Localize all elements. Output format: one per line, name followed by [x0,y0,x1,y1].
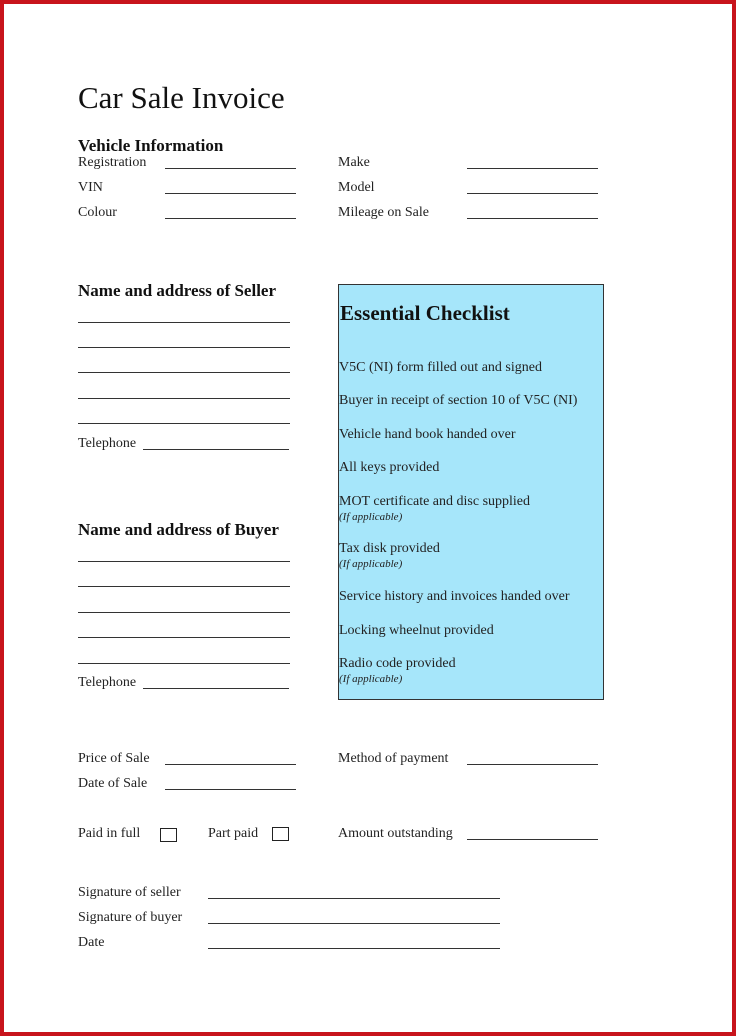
buyer-telephone-label: Telephone [78,675,137,690]
checklist-item-note: (If applicable) [339,673,403,685]
mileage-field[interactable] [467,218,598,219]
payment-method-field[interactable] [467,764,598,765]
make-field[interactable] [467,168,598,169]
colour-label: Colour [78,205,117,220]
vehicle-info-heading: Vehicle Information [78,136,224,155]
seller-telephone-label: Telephone [78,436,137,451]
seller-heading: Name and address of Seller [78,281,277,300]
checklist-item: Locking wheelnut provided [339,623,494,638]
seller-address-line[interactable] [78,372,290,373]
buyer-address-line[interactable] [78,586,290,587]
make-label: Make [338,155,370,170]
checklist-item-note: (If applicable) [339,511,403,523]
buyer-address-line[interactable] [78,637,290,638]
part-paid-checkbox[interactable] [272,827,289,841]
checklist-item: V5C (NI) form filled out and signed [339,360,542,375]
part-paid-label: Part paid [208,826,259,841]
model-label: Model [338,180,375,195]
vin-field[interactable] [165,193,296,194]
essential-checklist-box [338,284,604,700]
buyer-address-line[interactable] [78,561,290,562]
checklist-title: Essential Checklist [340,301,510,325]
buyer-address-line[interactable] [78,612,290,613]
amount-outstanding-label: Amount outstanding [338,826,453,841]
date-of-sale-field[interactable] [165,789,296,790]
seller-signature-field[interactable] [208,898,500,899]
page-title: Car Sale Invoice [78,80,285,115]
price-of-sale-label: Price of Sale [78,751,150,766]
seller-address-line[interactable] [78,423,290,424]
checklist-item: All keys provided [339,460,440,475]
seller-address-line[interactable] [78,347,290,348]
checklist-item: Service history and invoices handed over [339,589,570,604]
checklist-item-note: (If applicable) [339,558,403,570]
buyer-signature-label: Signature of buyer [78,910,183,925]
checklist-item: Radio code provided [339,656,456,671]
buyer-signature-field[interactable] [208,923,500,924]
checklist-item: Buyer in receipt of section 10 of V5C (NI) [339,393,578,408]
registration-label: Registration [78,155,147,170]
buyer-address-line[interactable] [78,663,290,664]
signature-date-label: Date [78,935,105,950]
buyer-heading: Name and address of Buyer [78,520,279,539]
checklist-item: Vehicle hand book handed over [339,427,516,442]
vin-label: VIN [78,180,103,195]
seller-telephone-field[interactable] [143,449,289,450]
signature-date-field[interactable] [208,948,500,949]
buyer-telephone-field[interactable] [143,688,289,689]
date-of-sale-label: Date of Sale [78,776,148,791]
amount-outstanding-field[interactable] [467,839,598,840]
colour-field[interactable] [165,218,296,219]
seller-address-line[interactable] [78,398,290,399]
payment-method-label: Method of payment [338,751,449,766]
paid-in-full-label: Paid in full [78,826,141,841]
paid-in-full-checkbox[interactable] [160,828,177,842]
seller-address-line[interactable] [78,322,290,323]
price-of-sale-field[interactable] [165,764,296,765]
mileage-label: Mileage on Sale [338,205,429,220]
seller-signature-label: Signature of seller [78,885,181,900]
checklist-item: Tax disk provided [339,541,440,556]
model-field[interactable] [467,193,598,194]
checklist-item: MOT certificate and disc supplied [339,494,531,509]
registration-field[interactable] [165,168,296,169]
